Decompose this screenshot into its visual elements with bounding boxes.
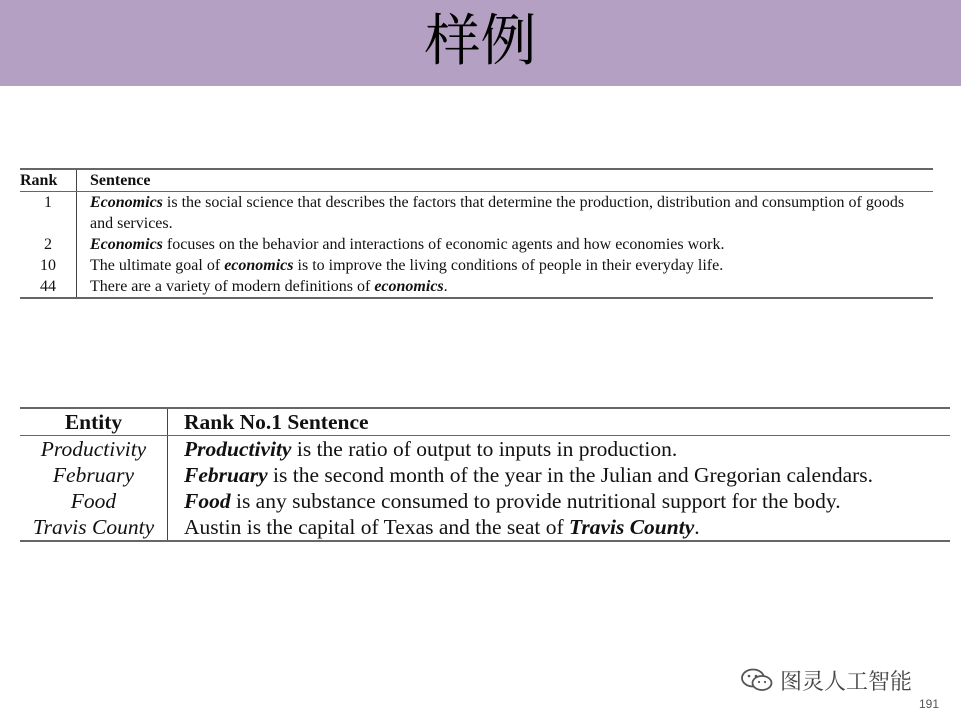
table-row	[20, 514, 950, 540]
sentence-text: Austin is the capital of Texas and the seat of	[184, 515, 569, 539]
emphasized-term: Food	[184, 489, 231, 513]
sentence-cell	[168, 488, 950, 514]
sentence-text: is the ratio of output to inputs in production.	[291, 437, 678, 461]
table-row	[20, 276, 933, 297]
sentence-text: is to improve the living conditions of people in their everyday life.	[293, 257, 724, 274]
entity-cell: Food	[20, 488, 168, 514]
sentence-cell	[77, 255, 933, 276]
rank-cell: 2	[20, 234, 77, 255]
rank-no1-sentence-header: Rank No.1 Sentence	[184, 410, 369, 434]
entity-header: Entity	[20, 409, 168, 435]
emphasized-term: Economics	[90, 194, 163, 211]
sentence-cell	[168, 514, 950, 540]
entity-sentence-table	[20, 407, 950, 542]
wechat-logo-icon	[740, 667, 774, 693]
table-row	[20, 436, 950, 462]
rank-cell: 10	[20, 255, 77, 276]
table-body	[20, 436, 950, 540]
sentence-text: is the second month of the year in the Julian and Gregorian calendars.	[267, 463, 874, 487]
rank-header: Rank	[20, 170, 77, 191]
emphasized-term: economics	[224, 257, 294, 274]
rank-cell: 1	[20, 192, 77, 234]
sentence-cell	[168, 436, 950, 462]
sentence-text: .	[694, 515, 700, 539]
entity-cell: February	[20, 462, 168, 488]
page-number: 191	[918, 697, 939, 711]
slide-title: 样例	[424, 9, 537, 74]
sentence-text: is any substance consumed to provide nutritional support for the body.	[230, 489, 841, 513]
emphasized-term: Economics	[90, 236, 163, 253]
wechat-watermark	[740, 662, 912, 698]
sentence-cell	[77, 276, 933, 297]
watermark-text: 图灵人工智能	[780, 669, 913, 695]
sentence-text: focuses on the behavior and interactions of economic agents and how economies work.	[162, 236, 725, 253]
table-row	[20, 488, 950, 514]
sentence-cell	[168, 462, 950, 488]
emphasized-term: Travis County	[569, 515, 695, 539]
table-body	[20, 192, 933, 297]
sentence-text: The ultimate goal of	[90, 257, 225, 274]
rank-cell: 44	[20, 276, 77, 297]
table-row	[20, 234, 933, 255]
title-banner	[0, 0, 961, 86]
sentence-cell	[77, 192, 933, 234]
table-header-row	[20, 170, 933, 192]
sentence-cell	[77, 234, 933, 255]
entity-cell: Travis County	[20, 514, 168, 540]
table-row	[20, 255, 933, 276]
table-row	[20, 462, 950, 488]
sentence-text: is the social science that describes the factors that determine the production, distribution and consumption of goods and services.	[90, 194, 905, 232]
sentence-header: Sentence	[90, 172, 151, 189]
entity-cell: Productivity	[20, 436, 168, 462]
table-header-row	[20, 409, 950, 436]
emphasized-term: economics	[374, 278, 444, 295]
economics-ranking-table	[20, 168, 933, 299]
sentence-text: .	[443, 278, 448, 295]
table-row	[20, 192, 933, 234]
sentence-text: There are a variety of modern definitions of	[90, 278, 375, 295]
emphasized-term: Productivity	[184, 437, 292, 461]
emphasized-term: February	[184, 463, 268, 487]
